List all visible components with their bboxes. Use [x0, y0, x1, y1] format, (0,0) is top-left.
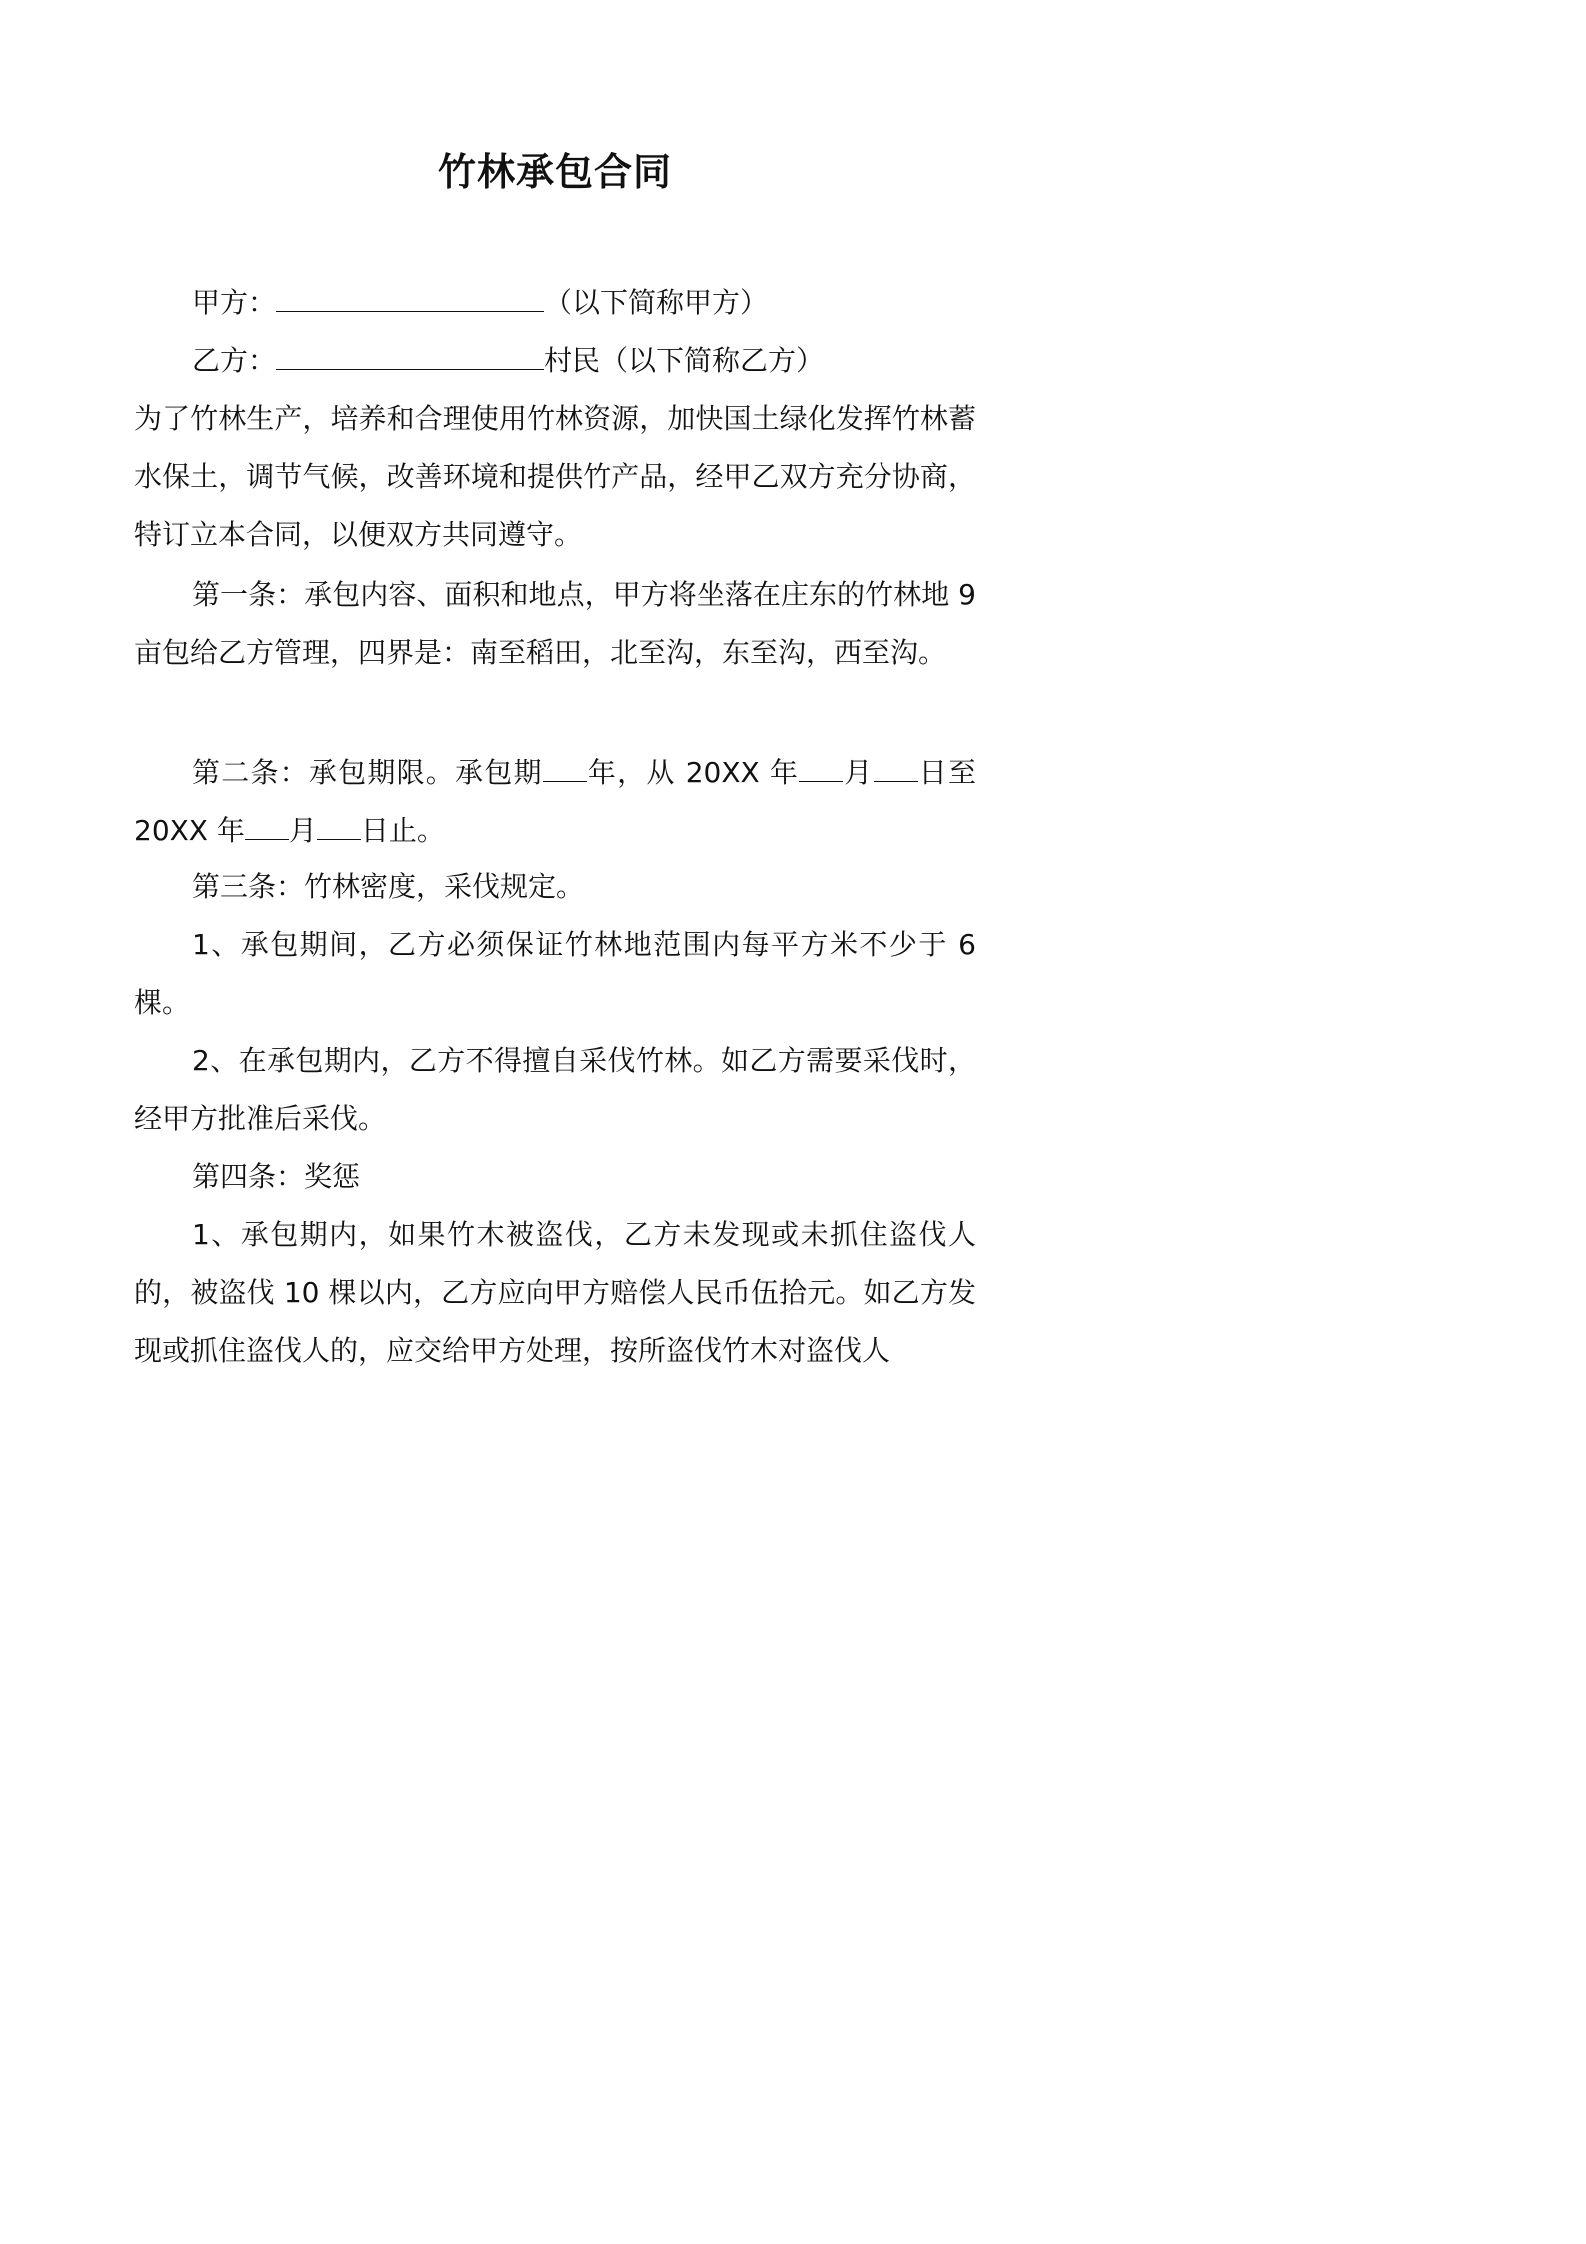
- article-2-text-4: 日至 20XX 年: [134, 756, 976, 847]
- article-2-paragraph: [134, 744, 976, 860]
- start-month-blank: [799, 747, 843, 782]
- article-2-text-2: 年，从 20XX 年: [586, 756, 800, 789]
- article-4-item-1: 1、承包期内，如果竹木被盗伐，乙方未发现或未抓住盗伐人的，被盗伐 10 棵以内，乙方应向甲方赔偿人民币伍拾元。如乙方发现或抓住盗伐人的，应交给甲方处理，按所盗伐竹木对盗伐人: [134, 1218, 976, 1367]
- end-day-blank: [317, 805, 361, 840]
- party-a-line: [192, 274, 768, 332]
- start-day-blank: [874, 747, 918, 782]
- article-2-text-6: 日止。: [360, 814, 445, 847]
- article-4-heading: 第四条：奖惩: [192, 1160, 361, 1193]
- party-a-name-blank: [276, 277, 544, 312]
- document-page: [0, 0, 1110, 1570]
- article-2-text-1: 第二条：承包期限。承包期: [192, 756, 543, 789]
- party-b-label: 乙方：: [192, 344, 277, 377]
- article-3-heading: 第三条：竹林密度，采伐规定。: [192, 870, 585, 903]
- end-month-blank: [245, 805, 289, 840]
- party-a-label: 甲方：: [192, 286, 277, 319]
- party-a-suffix: （以下简称甲方）: [544, 286, 769, 319]
- preamble-paragraph: 为了竹林生产，培养和合理使用竹林资源，加快国土绿化发挥竹林蓄水保土，调节气候，改善环境和提供竹产品，经甲乙双方充分协商，特订立本合同，以便双方共同遵守。: [134, 402, 976, 551]
- article-1-paragraph: 第一条：承包内容、面积和地点，甲方将坐落在庄东的竹林地 9 亩包给乙方管理，四界是：南至稻田，北至沟，东至沟，西至沟。: [134, 578, 976, 669]
- party-b-suffix: 村民（以下简称乙方）: [544, 344, 825, 377]
- article-2-text-3: 月: [843, 756, 874, 789]
- article-2-text-5: 月: [288, 814, 317, 847]
- article-3-item-2: 2、在承包期内，乙方不得擅自采伐竹林。如乙方需要采伐时，经甲方批准后采伐。: [134, 1044, 976, 1135]
- article-3-item-1: 1、承包期间，乙方必须保证竹林地范围内每平方米不少于 6 棵。: [134, 928, 976, 1019]
- party-b-line: [192, 332, 824, 390]
- term-years-blank: [543, 747, 587, 782]
- document-title: 竹林承包合同: [437, 150, 672, 194]
- party-b-name-blank: [276, 335, 544, 370]
